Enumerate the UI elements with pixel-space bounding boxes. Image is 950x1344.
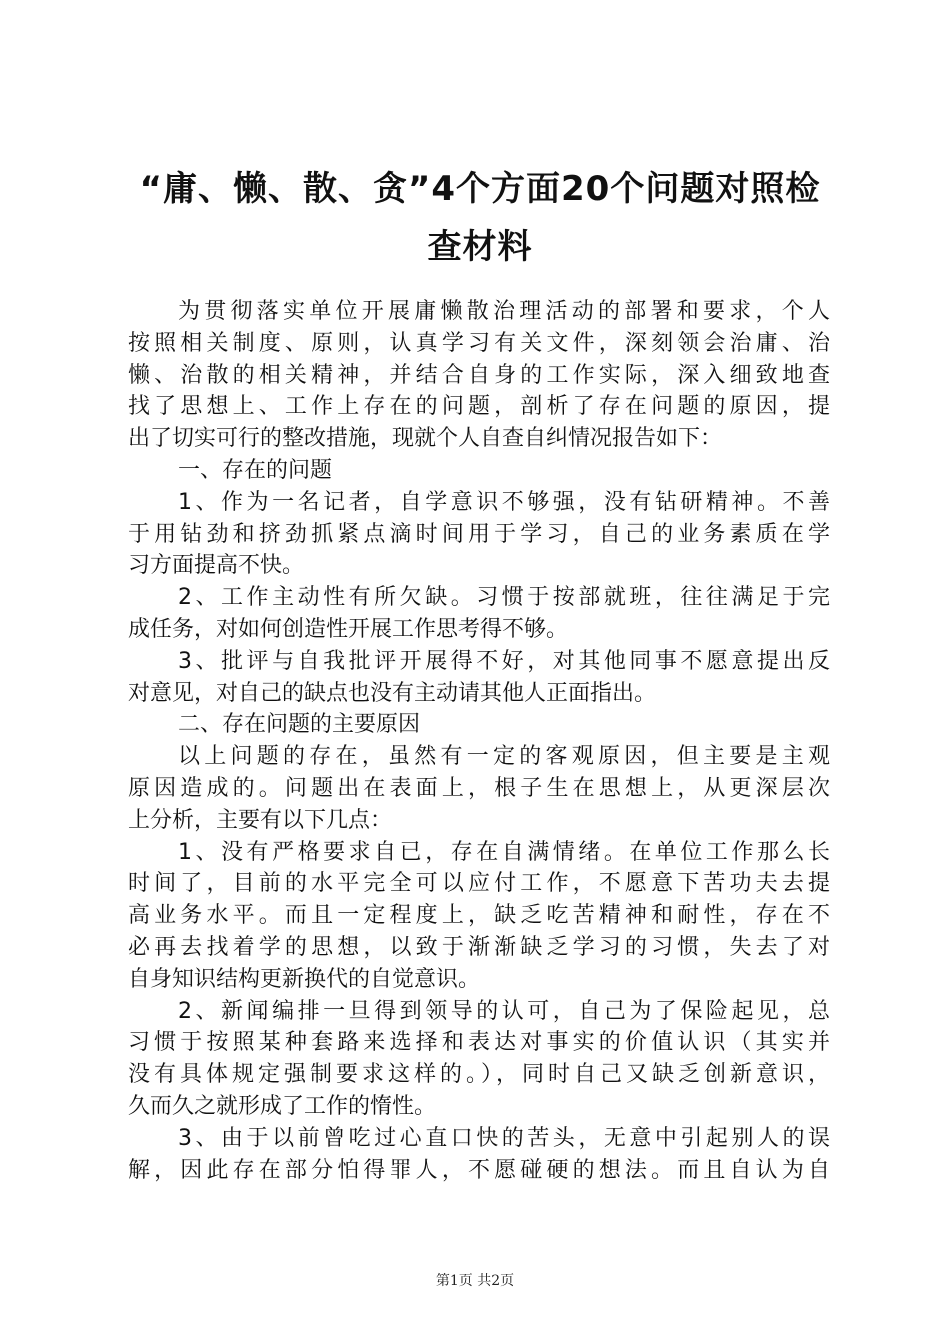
cause-intro-line: 以上问题的存在，虽然有一定的客观原因，但主要是主观 (178, 744, 830, 770)
cause-1-line: 必再去找着学的思想，以致于渐渐缺乏学习的习惯，失去了对 (128, 934, 830, 960)
cause-2-line: 2、新闻编排一旦得到领导的认可，自己为了保险起见，总 (178, 998, 830, 1024)
cause-3-bold: 解，因此存在部分怕得罪人，不愿碰硬的想法。 (128, 1157, 678, 1183)
section-heading: 一、存在的问题 (178, 457, 333, 483)
item-2-bold: 2、工作主动性有所欠缺。 (178, 585, 477, 611)
intro-line: 找了思想上、工作上存在的问题，剖析了存在问题的原因，提 (128, 394, 830, 420)
cause-1-text: 在单位工作那么长 (629, 839, 830, 865)
item-2-line (128, 582, 830, 614)
title-line-2: 查材料 (427, 227, 533, 267)
item-1-line: 习方面提高不快。 (128, 553, 305, 579)
cause-1-line: 高业务水平。而且一定程度上，缺乏吃苦精神和耐性，存在不 (128, 903, 830, 929)
cause-3-line: 3、由于以前曾吃过心直口快的苦头，无意中引起别人的误 (178, 1125, 830, 1151)
intro-line: 懒、治散的相关精神，并结合自身的工作实际，深入细致地查 (128, 362, 830, 388)
cause-1-bold: 1、没有严格要求自已，存在自满情绪。 (178, 839, 630, 865)
intro-line: 为贯彻落实单位开展庸懒散治理活动的部署和要求，个人 (178, 299, 830, 324)
item-3-line: 对意见，对自己的缺点也没有主动请其他人正面指出。 (128, 680, 657, 706)
item-1-line: 于用钻劲和挤劲抓紧点滴时间用于学习，自己的业务素质在学 (128, 521, 830, 547)
item-1-text: 不善 (782, 489, 830, 515)
intro-line: 出了切实可行的整改措施，现就个人自查自纠情况报告如下： (128, 426, 723, 452)
cause-2-line: 久而久之就形成了工作的惰性。 (128, 1093, 437, 1119)
item-1-line (128, 487, 830, 519)
cause-intro-line: 原因造成的。问题出在表面上，根子生在思想上，从更深层次 (128, 775, 830, 801)
cause-1-line: 自身知识结构更新换代的自觉意识。 (128, 966, 481, 992)
title-line-1: “庸、懒、散、贪”4个方面20个问题对照检 (139, 169, 821, 209)
cause-1-line: 时间了，目前的水平完全可以应付工作，不愿意下苦功夫去提 (128, 871, 830, 897)
cause-2-bold: 没有具体规定强制要求这样的。 (128, 1062, 481, 1088)
cause-2-line: 习惯于按照某种套路来选择和表达对事实的价值认识（其实并 (128, 1030, 830, 1056)
cause-intro-line: 上分析，主要有以下几点： (128, 807, 393, 833)
cause-3-line (128, 1155, 830, 1187)
document-title (110, 160, 850, 276)
document-body (128, 296, 830, 1186)
item-2-text: 习惯于按部就班，往往满足于完 (476, 585, 830, 611)
cause-2-line (128, 1059, 830, 1091)
cause-3-text: 而且自认为自 (677, 1157, 830, 1183)
page-footer: 第1页 共2页 (435, 1273, 515, 1289)
intro-line: 按照相关制度、原则，认真学习有关文件，深刻领会治庸、治 (128, 330, 830, 356)
item-1-bold: 1、作为一名记者，自学意识不够强，没有钻研精神。 (178, 489, 783, 515)
item-2-line: 成任务，对如何创造性开展工作思考得不够。 (128, 616, 569, 642)
cause-2-text: ），同时自己又缺乏创新意识， (481, 1062, 830, 1088)
cause-1-line (128, 837, 830, 869)
item-3-line: 3、批评与自我批评开展得不好，对其他同事不愿意提出反 (178, 648, 830, 674)
section-heading: 二、存在问题的主要原因 (178, 712, 421, 738)
